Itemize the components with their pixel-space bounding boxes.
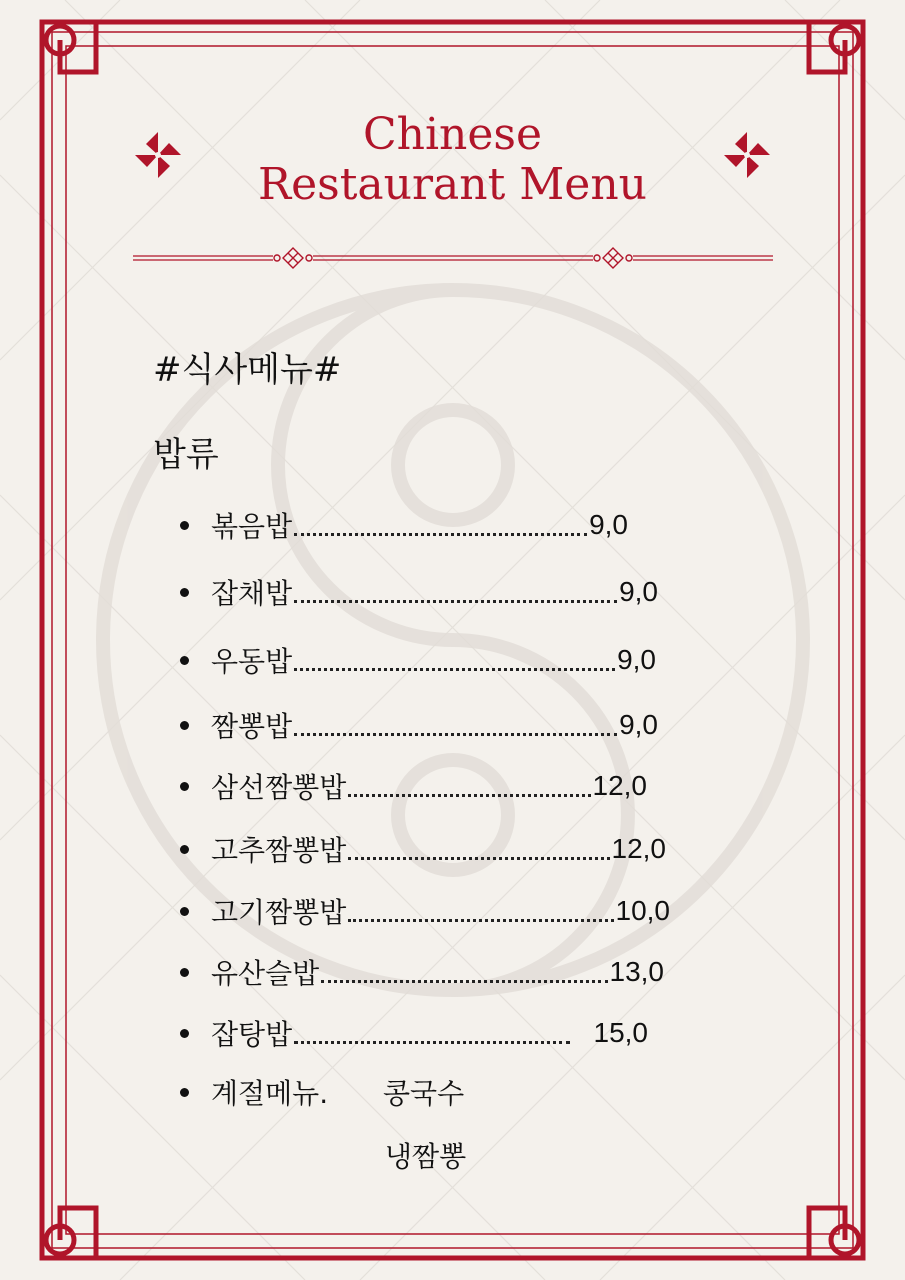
title-line-1: Chinese [362, 109, 543, 160]
item-name: 짬뽕밥 [211, 710, 293, 743]
section-heading: #식사메뉴# [153, 350, 342, 390]
list-item [180, 891, 670, 931]
bullet [180, 968, 189, 977]
item-price: 13,0 [609, 956, 664, 987]
category-heading: 밥류 [153, 435, 219, 475]
dot-leader [348, 919, 613, 922]
bullet [180, 1088, 189, 1097]
list-item [180, 505, 628, 545]
item-name: 우동밥 [211, 645, 293, 678]
item-price: 12,0 [611, 833, 666, 864]
seasonal-item: 콩국수 [383, 1077, 465, 1110]
list-item [180, 766, 647, 806]
bullet [180, 521, 189, 530]
item-name: 잡채밥 [211, 577, 293, 610]
item-price: 9,0 [619, 576, 658, 607]
dot-leader [294, 533, 587, 536]
list-item [180, 572, 658, 612]
list-item [180, 829, 666, 869]
bullet [180, 1029, 189, 1038]
ornamental-divider [133, 240, 773, 276]
seasonal-item-row [385, 1135, 466, 1175]
chinese-knot-icon [274, 248, 312, 268]
seasonal-menu [180, 1072, 464, 1112]
list-item [180, 1013, 648, 1053]
bullet [180, 588, 189, 597]
pinwheel-icon [722, 130, 772, 180]
dot-leader [294, 733, 617, 736]
item-name: 삼선짬뽕밥 [211, 771, 347, 804]
list-item [180, 952, 664, 992]
item-name: 잡탕밥 [211, 1018, 293, 1051]
item-price: 9,0 [619, 709, 658, 740]
chinese-knot-icon [594, 248, 632, 268]
item-price: 12,0 [592, 770, 647, 801]
dot-leader [348, 857, 609, 860]
title-line-2: Restaurant Menu [257, 159, 648, 210]
item-price: 9,0 [617, 644, 656, 675]
bullet [180, 907, 189, 916]
dot-leader [321, 980, 607, 983]
item-name: 고기짬뽕밥 [211, 896, 347, 929]
menu-title [150, 110, 755, 210]
item-name: 볶음밥 [211, 510, 293, 543]
item-price: 10,0 [615, 895, 670, 926]
item-name: 유산슬밥 [211, 957, 320, 990]
bullet [180, 721, 189, 730]
dot-leader [294, 1041, 569, 1044]
bullet [180, 782, 189, 791]
list-item [180, 640, 656, 680]
pinwheel-icon [133, 130, 183, 180]
dot-leader [294, 600, 617, 603]
item-name: 고추짬뽕밥 [211, 834, 347, 867]
dot-leader [294, 668, 615, 671]
bullet [180, 845, 189, 854]
list-item [180, 705, 658, 745]
seasonal-item: 냉짬뽕 [385, 1140, 467, 1173]
bullet [180, 656, 189, 665]
seasonal-label: 계절메뉴. [211, 1077, 329, 1110]
item-price: 9,0 [589, 509, 628, 540]
item-price: 15,0 [593, 1017, 648, 1048]
dot-leader [348, 794, 590, 797]
